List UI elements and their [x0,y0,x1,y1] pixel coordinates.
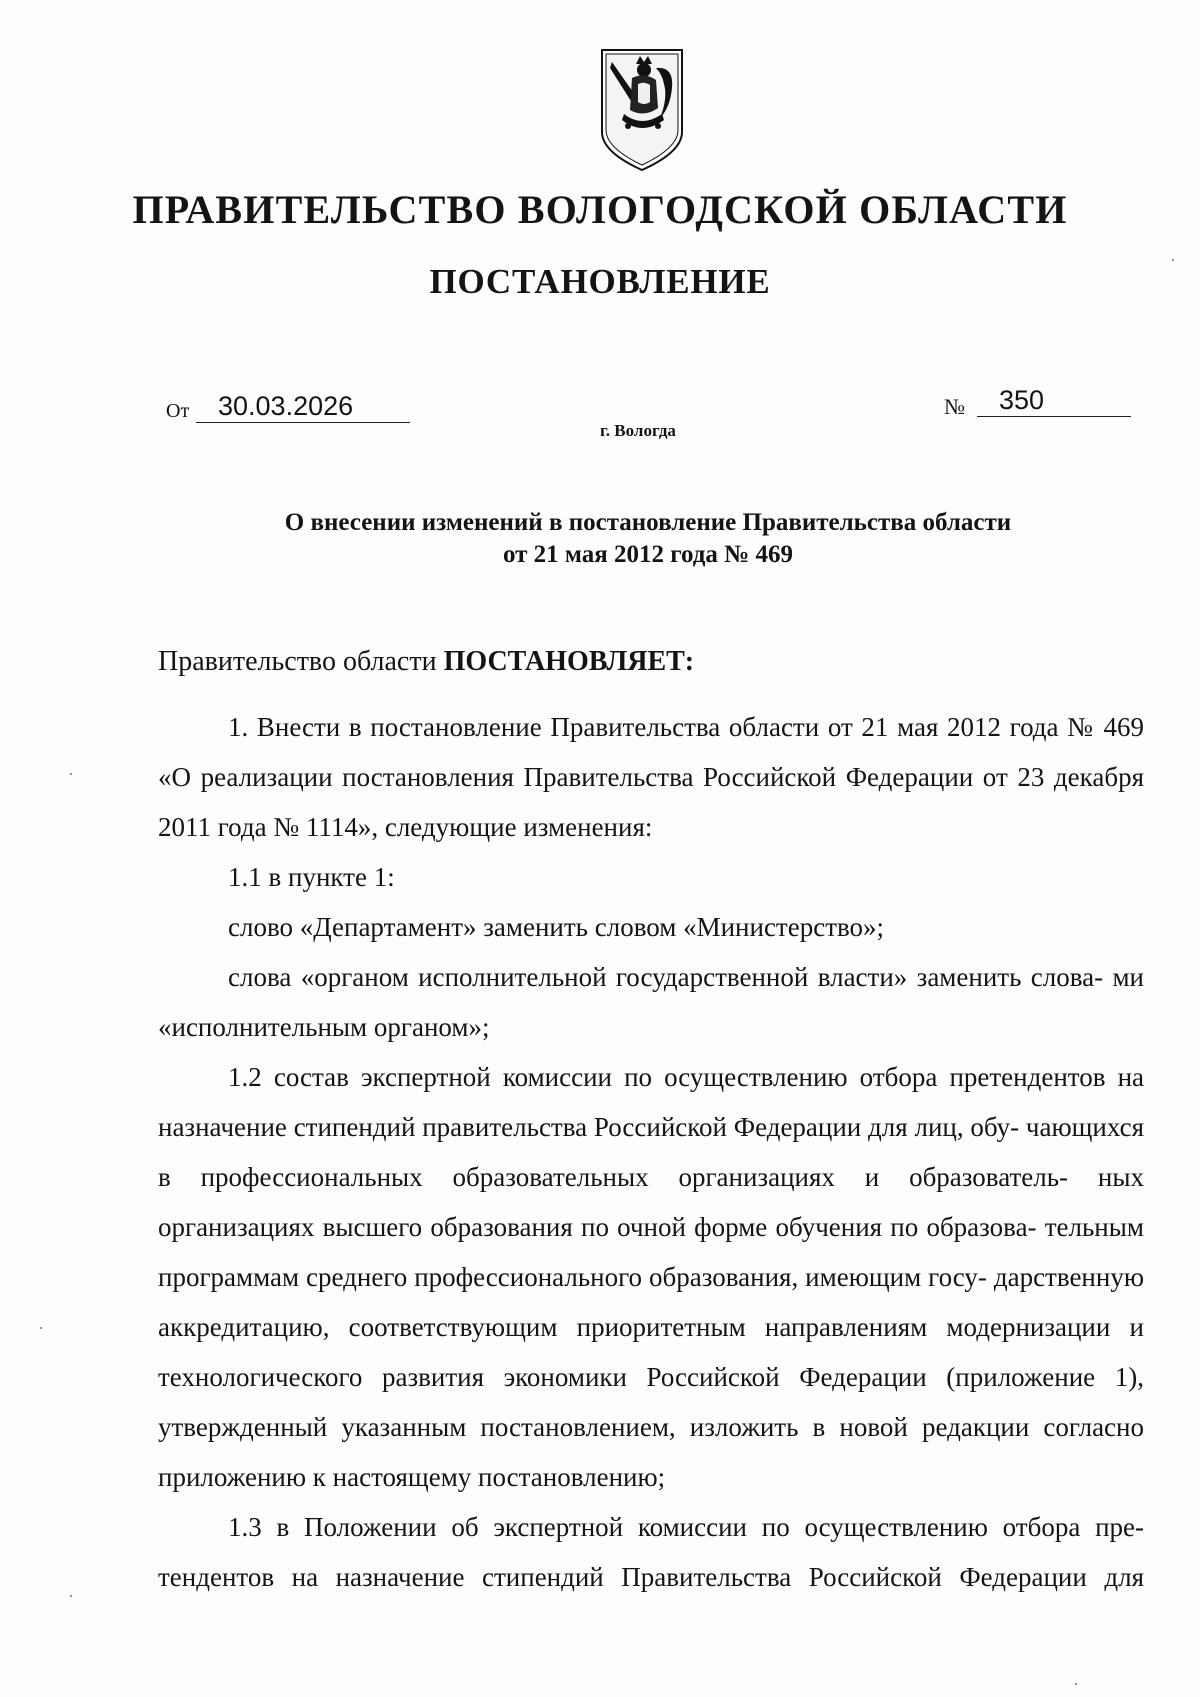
preamble-text: Правительство области [158,646,444,677]
document-date: 30.03.2026 [196,390,410,423]
paragraph-1-1: 1.1 в пункте 1: [228,862,395,892]
paragraph-1-1-a: слово «Департамент» заменить словом «Министерство»; [228,912,885,942]
subject-line-2: от 21 мая 2012 года № 469 [502,541,794,568]
number-label: № [944,394,965,419]
paragraph-1-3: 1.3 в Положении об экспертной комиссии по осуществлению отбора пре- тендентов на назначение стипендий Правительства Российской Федерации для [158,1512,1144,1592]
scan-speck [40,1327,42,1329]
paragraph-1: 1. Внести в постановление Правительства области от 21 мая 2012 года № 469 «О реализации постановления Правительства Российской Федерации от 23 декабря 2011 года № 1114», следующие изменения: [158,712,1144,842]
coat-of-arms-emblem [598,48,686,172]
document-type-title: ПОСТАНОВЛЕНИЕ [429,262,771,301]
paragraph-1-2: 1.2 состав экспертной комиссии по осуществлению отбора претендентов на назначение стипендий правительства Российской Федерации для лиц, обу- чающихся в профессиональных образовательных организациях и образователь- ных организациях высшего образования по очной форме обучения по образова- тельным программам среднего профессионального образования, имеющим госу- дарственную аккредитацию, соответствующим приоритетным направлениям модернизации и технологического развития экономики Российской Федерации (приложение 1), утвержденный указанным постановлением, изложить в новой редакции согласно приложению к настоящему постановлению; [158,1062,1144,1492]
preamble-resolves: ПОСТАНОВЛЯЕТ: [443,646,695,677]
scan-speck [1172,259,1174,261]
document-number: 350 [977,384,1131,417]
date-label: От [166,400,190,422]
document-body [158,637,1144,1602]
paragraph-1-1-b: слова «органом исполнительной государственной власти» заменить слова- ми «исполнительным органом»; [158,962,1144,1042]
scan-speck [70,1595,72,1597]
subject-line-1: О внесении изменений в постановление Правительства области [284,509,1012,536]
preamble [158,637,1144,687]
city-label: г. Вологда [600,421,676,440]
scan-speck [1075,1683,1077,1685]
government-title: ПРАВИТЕЛЬСТВО ВОЛОГОДСКОЙ ОБЛАСТИ [132,187,1068,232]
document-subject [0,507,1200,571]
scan-speck [70,773,72,775]
